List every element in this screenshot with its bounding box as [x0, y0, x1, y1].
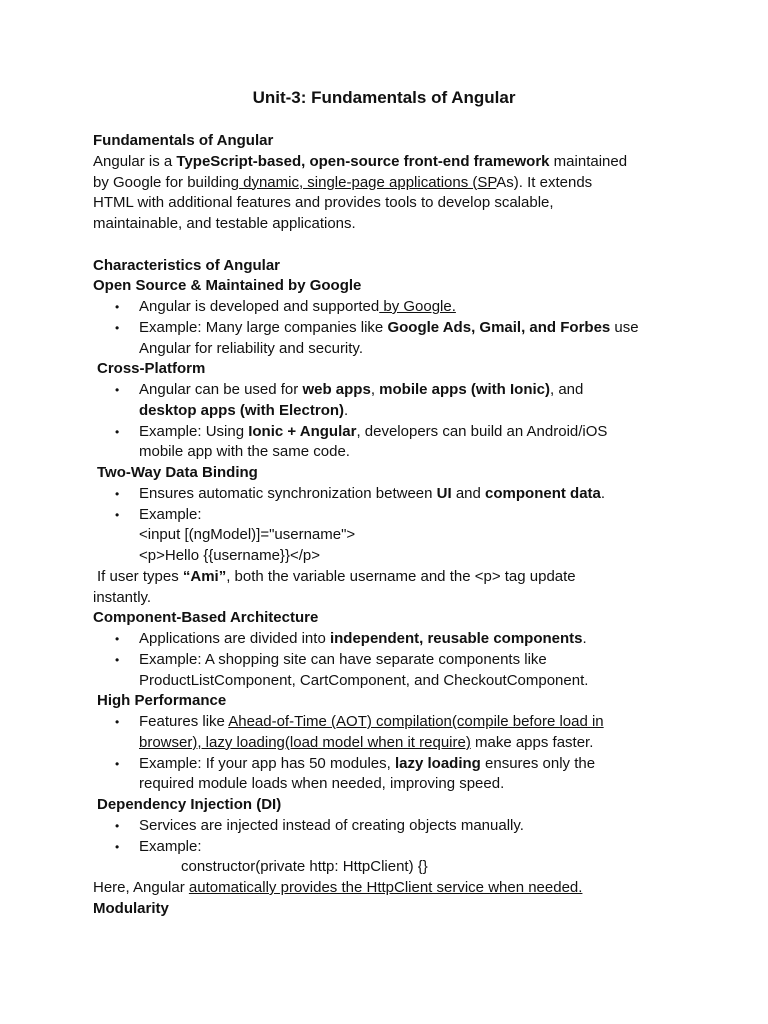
text-run: Example: If your app has 50 modules, [139, 754, 395, 772]
bullet-continuation [93, 401, 683, 422]
text-run: . [344, 401, 349, 419]
bullet-item: • Example: [93, 505, 683, 526]
text-run-bold: independent, reusable components [329, 630, 583, 647]
bullet-item [93, 629, 683, 650]
text-run: Features like [139, 713, 229, 730]
text-run: . [600, 484, 606, 502]
paragraph-line [93, 567, 683, 588]
text-run: , both the variable username and the <p> tag update [226, 567, 576, 585]
text-run: and [451, 484, 486, 502]
bullet-item [93, 712, 683, 733]
bullet-item: • Example: [93, 837, 683, 858]
bullet-continuation: required module loads when needed, improving speed. [139, 775, 505, 793]
bullet-continuation: mobile app with the same code. [139, 443, 350, 461]
text-run-bold: web apps [302, 381, 371, 398]
text-run: If user types [97, 567, 183, 585]
text-run-bold: Ionic + Angular [248, 422, 357, 440]
text-run: , developers can build an Android/iOS [356, 422, 608, 440]
code-line: constructor(private http: HttpClient) {} [181, 858, 428, 876]
intro-paragraph-line [93, 152, 683, 173]
section-heading-characteristics: Characteristics of Angular [93, 256, 280, 274]
text-run: . [582, 630, 587, 647]
page-title: Unit-3: Fundamentals of Angular [252, 88, 516, 107]
subheading-open-source: Open Source & Maintained by Google [93, 277, 362, 295]
text-run: maintained [549, 152, 628, 170]
text-run-underlined: Ahead-of-Time (AOT) compilation(compile before load in [228, 713, 604, 730]
bullet-item: • Services are injected instead of creating objects manually. [93, 816, 683, 837]
text-run: Here, Angular [93, 879, 189, 896]
subheading-two-way-binding: Two-Way Data Binding [97, 464, 258, 481]
bullet-item [93, 754, 683, 775]
text-run: Ensures automatic synchronization between [139, 484, 437, 502]
subheading-high-performance: High Performance [97, 692, 227, 710]
intro-paragraph-line [93, 173, 683, 194]
subheading-modularity: Modularity [93, 899, 169, 917]
text-run: ensures only the [480, 754, 596, 772]
text-run-underlined: by Google. [379, 298, 456, 315]
text-run: use [610, 318, 639, 336]
text-run-underlined: dynamic, single-page applications (SP [238, 173, 497, 191]
text-run-bold: mobile apps (with Ionic) [379, 381, 550, 398]
text-run-bold: UI [436, 484, 452, 502]
text-run-bold: desktop apps (with Electron) [139, 401, 345, 419]
bullet-item [93, 380, 683, 401]
text-run: make apps faster. [470, 733, 594, 751]
text-run-bold: lazy loading [394, 754, 481, 772]
intro-paragraph-line: maintainable, and testable applications. [93, 215, 356, 232]
bullet-item [93, 422, 683, 443]
text-run-underlined: browser), lazy loading(load model when it require) [139, 733, 471, 751]
text-run: Angular is a [93, 152, 177, 170]
text-run-bold: “Ami” [182, 567, 227, 585]
bullet-item [93, 484, 683, 505]
text-run: Example: Using [139, 422, 249, 440]
text-run-bold: component data [485, 484, 601, 502]
paragraph-line [93, 878, 683, 899]
bullet-continuation: Angular for reliability and security. [139, 339, 363, 357]
code-line: <input [(ngModel)]="username"> [139, 526, 356, 544]
text-run: Example: Many large companies like [139, 318, 388, 336]
bullet-item [93, 318, 683, 339]
section-heading-fundamentals: Fundamentals of Angular [93, 132, 274, 149]
code-line: <p>Hello {{username}}</p> [139, 547, 320, 564]
bullet-item [93, 297, 683, 318]
bullet-continuation: ProductListComponent, CartComponent, and CheckoutComponent. [139, 671, 589, 689]
text-run: , and [550, 381, 584, 398]
text-run: As). It extends [496, 173, 593, 191]
text-run: Angular can be used for [139, 381, 303, 398]
spacer [93, 235, 683, 256]
text-run: Angular is developed and supported [139, 298, 380, 315]
text-run-bold: Google Ads, Gmail, and Forbes [387, 318, 611, 336]
subheading-cross-platform: Cross-Platform [97, 360, 206, 378]
intro-paragraph-line: HTML with additional features and provides tools to develop scalable, [93, 194, 554, 212]
text-run-bold: TypeScript-based, open-source front-end framework [176, 152, 550, 170]
text-run: , [370, 381, 380, 398]
text-run: by Google for building [93, 173, 239, 191]
text-run-underlined: automatically provides the HttpClient service when needed. [188, 879, 583, 896]
document-body [93, 131, 683, 920]
text-run: Applications are divided into [139, 630, 330, 647]
subheading-component-architecture: Component-Based Architecture [93, 609, 319, 627]
bullet-item: • Example: A shopping site can have separate components like [93, 650, 683, 671]
paragraph-line: instantly. [93, 588, 152, 606]
bullet-continuation [93, 733, 683, 754]
subheading-dependency-injection: Dependency Injection (DI) [97, 796, 282, 813]
